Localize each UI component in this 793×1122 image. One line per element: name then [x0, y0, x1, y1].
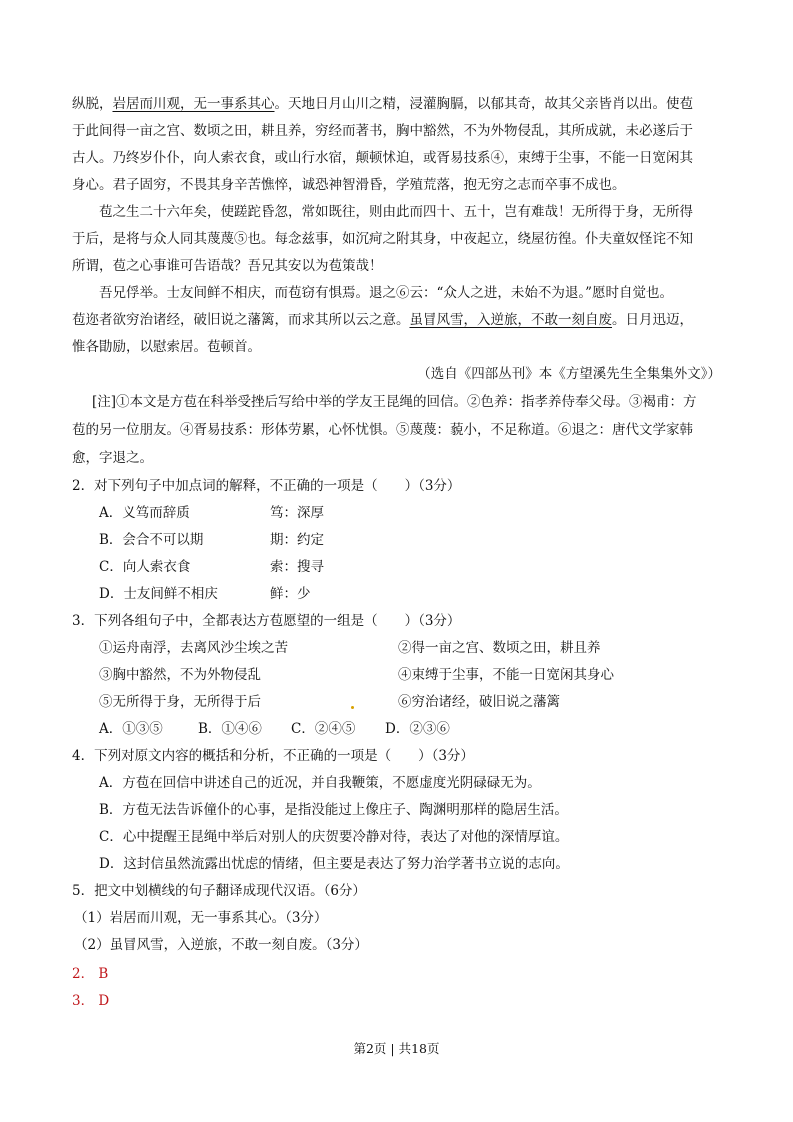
q3-choice-a: A．①③⑤ — [99, 721, 163, 737]
note-line: 苞的另一位朋友。④胥易技系：形体劳累，心怀忧惧。⑤蔑蔑：藐小，不足称道。⑥退之：唐代文学家韩 — [72, 422, 693, 438]
q3-choice-c: C．②④⑤ — [291, 721, 356, 737]
passage-line: 苞之生二十六年矣，使蹉跎昏忽，常如既往，则由此而四十、五十，岂有难哉！无所得于身，无所得 — [99, 204, 693, 220]
passage-line — [72, 310, 728, 330]
q2-option-b: B．会合不可以期 — [99, 532, 204, 548]
q4-option-c: C．心中提醒王昆绳中举后对别人的庆贺要冷静对待，表达了对他的深情厚谊。 — [99, 829, 569, 845]
q2-option-b-gloss: 期：约定 — [270, 532, 324, 548]
passage-line: 于后，是将与众人同其蔑蔑⑤也。每念兹事，如沉疴之附其身，中夜起立，绕屋彷徨。仆夫童奴怪诧不知 — [72, 231, 693, 247]
passage-text: 。天地日月山川之精，浸灌胸膈，以郁其奇，故其父亲皆肖以出。使苞 — [274, 96, 693, 112]
q3-item: ④束缚于尘事，不能一日宽闲其身心 — [398, 667, 614, 683]
passage-line — [72, 94, 728, 114]
q5-item-1: （1）岩居而川观，无一事系其心。（3分） — [74, 910, 328, 926]
q3-choice-d: D．②③⑥ — [385, 721, 450, 737]
passage-line: 古人。乃终岁仆仆，向人索衣食，或山行水宿，颠顿怵迫，或胥易技系④，束缚于尘事，不能一日宽闲其 — [72, 150, 693, 166]
passage-text: 苞迩者欲穷治诸经，破旧说之藩篱，而求其所以云之意。 — [72, 312, 410, 328]
passage-line: 于此间得一亩之宫、数顷之田，耕且养，穷经而著书，胸中豁然，不为外物侵乱，其所成就，未必遂后于 — [72, 123, 693, 139]
q2-option-c: C．向人索衣食 — [99, 559, 191, 575]
note-line: [注]①本文是方苞在科举受挫后写给中举的学友王昆绳的回信。②色养：指孝养侍奉父母。③褐甫：方 — [92, 394, 697, 410]
q3-item: ③胸中豁然，不为外物侵乱 — [99, 667, 261, 683]
q2-option-a-gloss: 笃：深厚 — [270, 505, 324, 521]
passage-text: 纵脱， — [72, 96, 113, 112]
question-3-stem: 3．下列各组句子中，全都表达方苞愿望的一组是（ ）（3分） — [72, 613, 461, 629]
passage-line: 吾兄俘举。士友间鲜不相庆，而苞窃有惧焉。退之⑥云：“众人之进，未始不为退。”愿时自觉也。 — [99, 285, 674, 301]
q2-option-d: D．士友间鲜不相庆 — [99, 586, 218, 602]
stray-dot — [351, 706, 354, 709]
question-5-stem: 5．把文中划横线的句子翻译成现代汉语。（6分） — [72, 883, 366, 899]
q2-option-c-gloss: 索：搜寻 — [270, 559, 324, 575]
q3-item: ⑥穷治诸经，破旧说之藩篱 — [398, 694, 560, 710]
q2-option-a: A．义笃而辞质 — [99, 505, 190, 521]
page-footer: 第2页 | 共18页 — [353, 1041, 440, 1056]
underlined-sentence-2: 虽冒风雪，入逆旅，不敢一刻自废 — [409, 312, 612, 328]
q3-item: ⑤无所得于身，无所得于后 — [99, 694, 261, 710]
passage-text: 。日月迅迈， — [612, 312, 693, 328]
question-4-stem: 4．下列对原文内容的概括和分析，不正确的一项是（ ）（3分） — [72, 748, 474, 764]
answer-2: 2． B — [72, 966, 109, 982]
q3-item: ②得一亩之宫、数顷之田，耕且养 — [398, 640, 601, 656]
q4-option-a: A．方苞在回信中讲述自己的近况，并自我鞭策，不愿虚度光阴碌碌无为。 — [99, 775, 541, 791]
note-line: 愈，字退之。 — [72, 450, 153, 466]
underlined-sentence-1: 岩居而川观，无一事系其心 — [112, 96, 275, 112]
q4-option-d: D．这封信虽然流露出忧虑的情绪，但主要是表达了努力治学著书立说的志向。 — [99, 856, 569, 872]
answer-3: 3． D — [72, 993, 110, 1009]
source-citation: （选自《四部丛刊》本《方望溪先生全集集外文》） — [417, 366, 721, 382]
q4-option-b: B．方苞无法告诉僮仆的心事，是指没能过上像庄子、陶渊明那样的隐居生活。 — [99, 802, 568, 818]
q5-item-2: （2）虽冒风雪，入逆旅，不敢一刻自废。（3分） — [74, 937, 368, 953]
q3-item: ①运舟南浮，去离风沙尘埃之苦 — [99, 640, 288, 656]
passage-line: 身心。君子固穷，不畏其身辛苦憔悴，诚恐神智滑昏，学殖荒落，抱无穷之志而卒事不成也。 — [72, 177, 626, 193]
q2-option-d-gloss: 鲜：少 — [270, 586, 311, 602]
passage-line: 惟各勖励，以慰索居。苞顿首。 — [72, 339, 261, 355]
question-2-stem: 2．对下列句子中加点词的解释，不正确的一项是（ ）（3分） — [72, 478, 461, 494]
q3-choice-b: B．①④⑥ — [198, 721, 262, 737]
passage-line: 所谓，苞之心事谁可告语哉？吾兄其安以为苞策哉！ — [72, 258, 383, 274]
